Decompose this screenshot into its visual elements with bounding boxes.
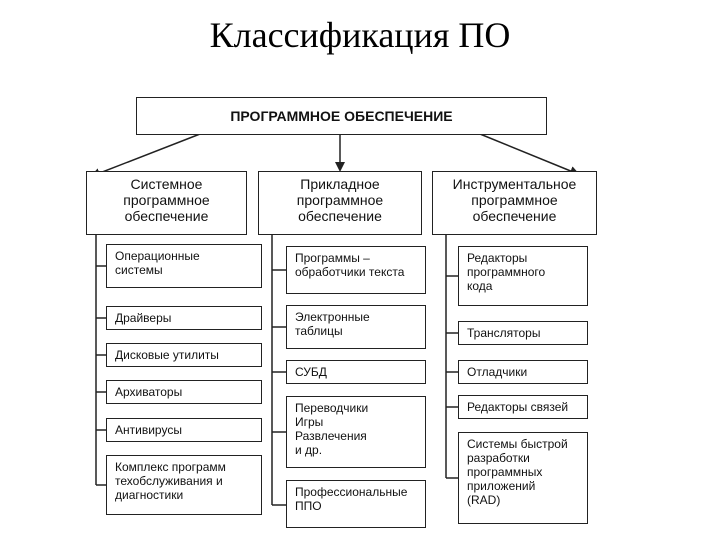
list-item — [106, 455, 262, 515]
item-label: Операционные системы — [115, 249, 200, 277]
category-applied-heading — [258, 171, 422, 235]
list-item — [458, 432, 588, 524]
category-system-heading — [86, 171, 247, 235]
item-label: Редакторы программного кода — [467, 251, 546, 293]
list-item — [106, 343, 262, 367]
root-box — [136, 97, 547, 135]
list-item — [106, 380, 262, 404]
column-applied-connectors — [272, 235, 286, 505]
slide-title: Классификация ПО — [209, 15, 511, 55]
list-item — [458, 246, 588, 306]
item-label: Антивирусы — [115, 423, 182, 437]
category-applied-label: Прикладное программное обеспечение — [296, 176, 384, 224]
item-label: Архиваторы — [115, 385, 183, 399]
item-label: Программы – обработчики текста — [295, 251, 405, 279]
list-item — [106, 244, 262, 288]
item-label: Системы быстрой разработки программных приложений (RAD) — [467, 437, 568, 507]
item-label: Отладчики — [467, 365, 528, 379]
item-label: Комплекс программ техобслуживания и диагностики — [115, 460, 226, 502]
item-label: Трансляторы — [467, 326, 541, 340]
column-system-connectors — [96, 235, 106, 485]
item-label: Переводчики Игры Развлечения и др. — [295, 401, 369, 457]
list-item — [458, 395, 588, 419]
list-item — [286, 305, 426, 349]
item-label: Дисковые утилиты — [115, 348, 219, 362]
list-item — [106, 418, 262, 442]
list-item — [286, 480, 426, 528]
item-label: Редакторы связей — [467, 400, 569, 414]
category-instrumental-label: Инструментальное программное обеспечение — [452, 176, 577, 224]
root-label: ПРОГРАММНОЕ ОБЕСПЕЧЕНИЕ — [230, 108, 453, 124]
list-item — [286, 246, 426, 294]
list-item — [106, 306, 262, 330]
column-instrumental-connectors — [446, 235, 458, 478]
category-instrumental-heading — [432, 171, 597, 235]
item-label: Электронные таблицы — [295, 310, 370, 338]
item-label: СУБД — [295, 365, 327, 379]
arrow-to-instrumental — [480, 134, 578, 174]
list-item — [458, 360, 588, 384]
list-item — [458, 321, 588, 345]
item-label: Драйверы — [115, 311, 172, 325]
arrow-to-system — [92, 134, 200, 176]
list-item — [286, 396, 426, 468]
category-system-label: Системное программное обеспечение — [123, 176, 210, 224]
list-item — [286, 360, 426, 384]
item-label: Профессиональные ППО — [295, 485, 408, 513]
